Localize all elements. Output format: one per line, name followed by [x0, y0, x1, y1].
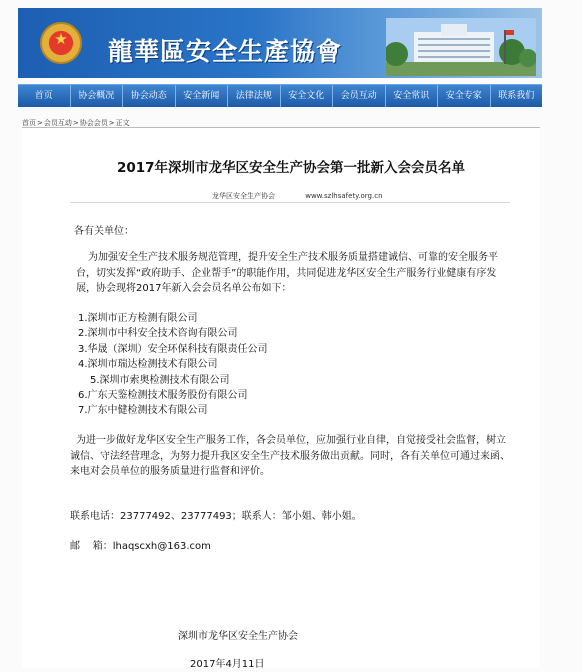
article-url[interactable]: www.szlhsafety.org.cn	[305, 192, 383, 200]
nav-safety-news[interactable]: 安全新闻	[175, 85, 228, 107]
nav-members[interactable]: 会员互动	[332, 85, 385, 107]
national-emblem-icon	[40, 22, 82, 64]
publish-date: 2017年4月11日	[190, 659, 265, 670]
intro-paragraph: 为加强安全生产技术服务规范管理，提升安全生产技术服务质量搭建诚信、可靠的安全服务平台，切实发挥“政府助手、企业帮手”的职能作用，共同促进龙华区安全生产服务行业健康有序发展，协会现将2017年新入会会员名单公布如下：	[76, 252, 498, 294]
article-meta	[212, 191, 383, 201]
nav-home[interactable]: 首页	[34, 91, 53, 101]
list-item: 5.深圳市索奥检测技术有限公司	[90, 374, 230, 386]
building-icon	[386, 18, 536, 76]
nav-knowledge[interactable]: 安全常识	[385, 85, 438, 107]
list-item: 4.深圳市瑞达检测技术有限公司	[78, 359, 218, 371]
member-list	[78, 311, 268, 419]
contact-email: 邮 箱：lhaqscxh@163.com	[70, 541, 211, 552]
breadcrumb-members[interactable]: 协会会员	[79, 119, 108, 127]
nav-about[interactable]: 协会概况	[70, 85, 123, 107]
salutation: 各有关单位：	[74, 226, 134, 237]
list-item: 2.深圳市中科安全技术咨询有限公司	[78, 328, 238, 340]
breadcrumb: 首页>会员互动>协会会员>正文	[22, 119, 130, 127]
nav-laws[interactable]: 法律法规	[227, 85, 280, 107]
breadcrumb-member-interaction[interactable]: 会员互动	[43, 119, 72, 127]
nav-culture[interactable]: 安全文化	[280, 85, 333, 107]
nav-contact[interactable]: 联系我们	[490, 85, 543, 107]
site-title: 龍華區安全生產協會	[108, 37, 343, 66]
signature: 深圳市龙华区安全生产协会	[178, 631, 298, 642]
nav-experts[interactable]: 安全专家	[437, 85, 490, 107]
divider	[70, 202, 510, 203]
breadcrumb-home[interactable]: 首页	[22, 119, 36, 127]
list-item: 6.广东天鉴检测技术服务股份有限公司	[78, 390, 248, 402]
breadcrumb-current: 正文	[115, 119, 130, 127]
site-banner	[18, 8, 542, 78]
article-title: 2017年深圳市龙华区安全生产协会第一批新入会会员名单	[116, 160, 466, 176]
closing-paragraph: 为进一步做好龙华区安全生产服务工作，各会员单位，应加强行业自律，自觉接受社会监督，树立诚信、守法经营理念，为努力提升我区安全生产技术服务做出贡献。同时，各有关单位可通过来函、来电对会员单位的服务质量进行监督和评价。	[70, 435, 510, 477]
list-item: 3.华晟（深圳）安全环保科技有限责任公司	[78, 343, 268, 355]
article-source: 龙华区安全生产协会	[212, 192, 275, 200]
list-item: 1.深圳市正方检测有限公司	[78, 313, 198, 324]
contact-phone: 联系电话：23777492、23777493；联系人：邹小姐、韩小姐。	[70, 511, 362, 522]
list-item: 7.广东中健检测技术有限公司	[78, 405, 208, 417]
nav-news[interactable]: 协会动态	[122, 85, 175, 107]
main-nav	[18, 84, 542, 107]
